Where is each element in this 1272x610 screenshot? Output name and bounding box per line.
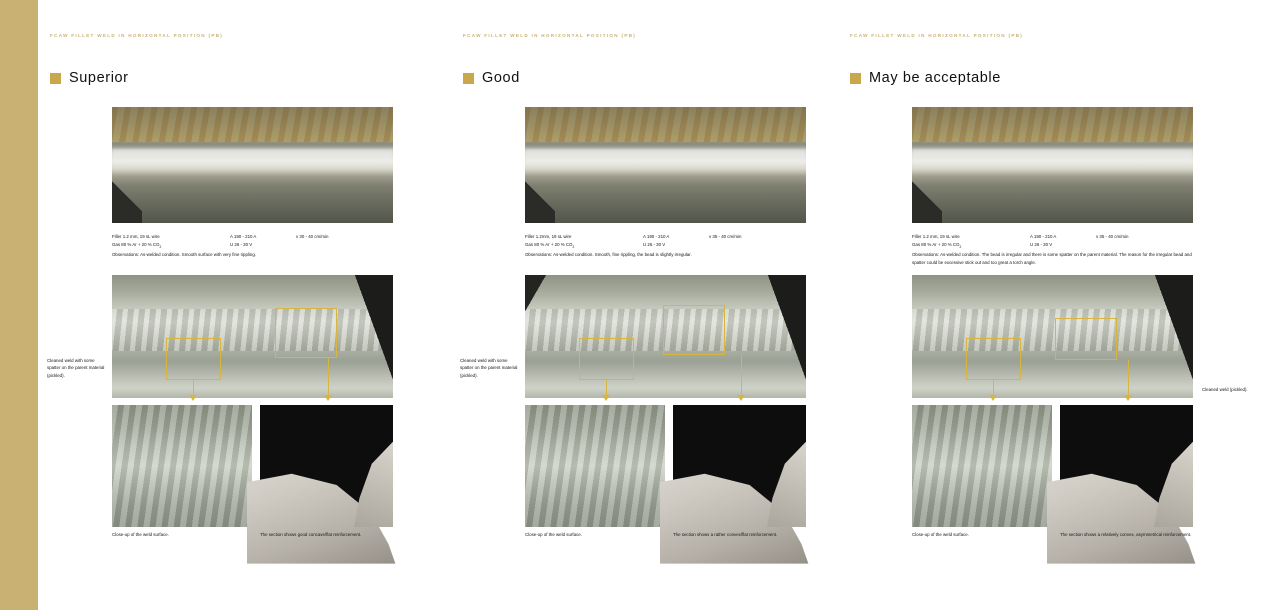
callout-stem-right [328,358,329,396]
square-swatch-icon [463,73,474,84]
cleaned-weld-note: Cleaned weld with some spatter on the parent material (pickled). [460,358,518,378]
column-good [460,0,845,610]
voltage-value: U 26 - 30 V [1030,241,1053,247]
section-title [463,70,520,86]
weld-photo-as-welded [912,107,1193,223]
callout-stem-right [1128,360,1129,396]
weld-closeup-photo [112,405,252,527]
observations-text: Observations: As-welded condition. Smooth surface with very fine rippling. [112,252,256,258]
weld-photo-cleaned [525,275,806,398]
callout-arrow-right [1124,395,1132,401]
current-value: A 190 - 210 A [1030,234,1057,239]
spec-spacer [1096,241,1197,251]
observations-text: Observations: As-welded condition. Smooth, fine rippling, the bead is slightly irregular. [525,252,692,258]
page-edge-band-inner [38,0,47,610]
gas-label: Gas 80 % Ar + 20 % $CO_2$ [525,241,575,249]
observations-text: Observations: As-welded condition. The bead is irregular and there is some spatter on the parent material. The reason for the irregular bead and spatter could be excessive stick out and too great a torch angle. [912,252,1192,266]
weld-parameters [912,233,1197,267]
speed-value: v 35 - 40 cm/min [709,234,742,239]
caption-macrosection: The section shows a rather convex/flat reinforcement. [673,532,778,537]
current-value: A 190 - 210 A [643,234,670,239]
caption-closeup: Close-up of the weld surface. [525,532,582,537]
caption-closeup: Close-up of the weld surface. [112,532,169,537]
square-swatch-icon [50,73,61,84]
weld-parameters [112,233,397,259]
voltage-value: U 26 - 30 V [230,241,253,247]
section-title [850,70,1001,86]
column-superior [47,0,432,610]
speed-value: v 30 - 40 cm/min [296,234,329,239]
current-value: A 190 - 210 A [230,234,257,239]
page-edge-band [0,0,38,610]
section-title-label: Superior [69,70,129,86]
filler-label: Filler 1.2 mm, 19 sL wire [112,234,160,239]
gas-label: Gas 80 % Ar + 20 % $CO_2$ [912,241,962,249]
callout-arrow-right [324,395,332,401]
callout-stem-right [741,355,742,396]
weld-photo-as-welded [525,107,806,223]
running-head: FCAW FILLET WELD IN HORIZONTAL POSITION (PB) [463,33,637,38]
weld-photo-as-welded [112,107,393,223]
cleaned-weld-note: Cleaned weld (pickled). [1202,387,1248,392]
callout-arrow-right [737,395,745,401]
weld-parameters [525,233,810,259]
section-title [50,70,129,86]
spec-spacer [709,241,810,251]
filler-label: Filler 1.2 mm, 19 sL wire [912,234,960,239]
page-content [47,0,1248,610]
weld-photo-cleaned [112,275,393,398]
spec-spacer [296,241,397,251]
voltage-value: U 26 - 30 V [643,241,666,247]
caption-macrosection: The section shows a relatively convex, asymmetrical reinforcement. [1060,532,1192,537]
callout-stem-left [193,380,194,396]
gas-label: Gas 80 % Ar + 20 % $CO_2$ [112,241,162,249]
callout-stem-left [606,380,607,396]
running-head: FCAW FILLET WELD IN HORIZONTAL POSITION (PB) [850,33,1024,38]
square-swatch-icon [850,73,861,84]
callout-arrow-left [189,395,197,401]
cleaned-weld-note: Cleaned weld with some spatter on the parent material (pickled). [47,358,105,378]
filler-label: Filler 1.2mm, 19 sL wire [525,234,572,239]
caption-macrosection: The section shows good concave/flat reinforcement. [260,532,362,537]
column-may-be-acceptable [847,0,1248,610]
callout-arrow-left [602,395,610,401]
weld-macrosection-photo [673,405,806,527]
weld-photo-cleaned [912,275,1193,398]
weld-closeup-photo [525,405,665,527]
section-title-label: May be acceptable [869,70,1001,86]
callout-arrow-left [989,395,997,401]
speed-value: v 35 - 40 cm/min [1096,234,1129,239]
section-title-label: Good [482,70,520,86]
weld-macrosection-photo [260,405,393,527]
callout-stem-left [993,380,994,396]
weld-macrosection-photo [1060,405,1193,527]
caption-closeup: Close-up of the weld surface. [912,532,969,537]
weld-closeup-photo [912,405,1052,527]
running-head: FCAW FILLET WELD IN HORIZONTAL POSITION (PB) [50,33,224,38]
